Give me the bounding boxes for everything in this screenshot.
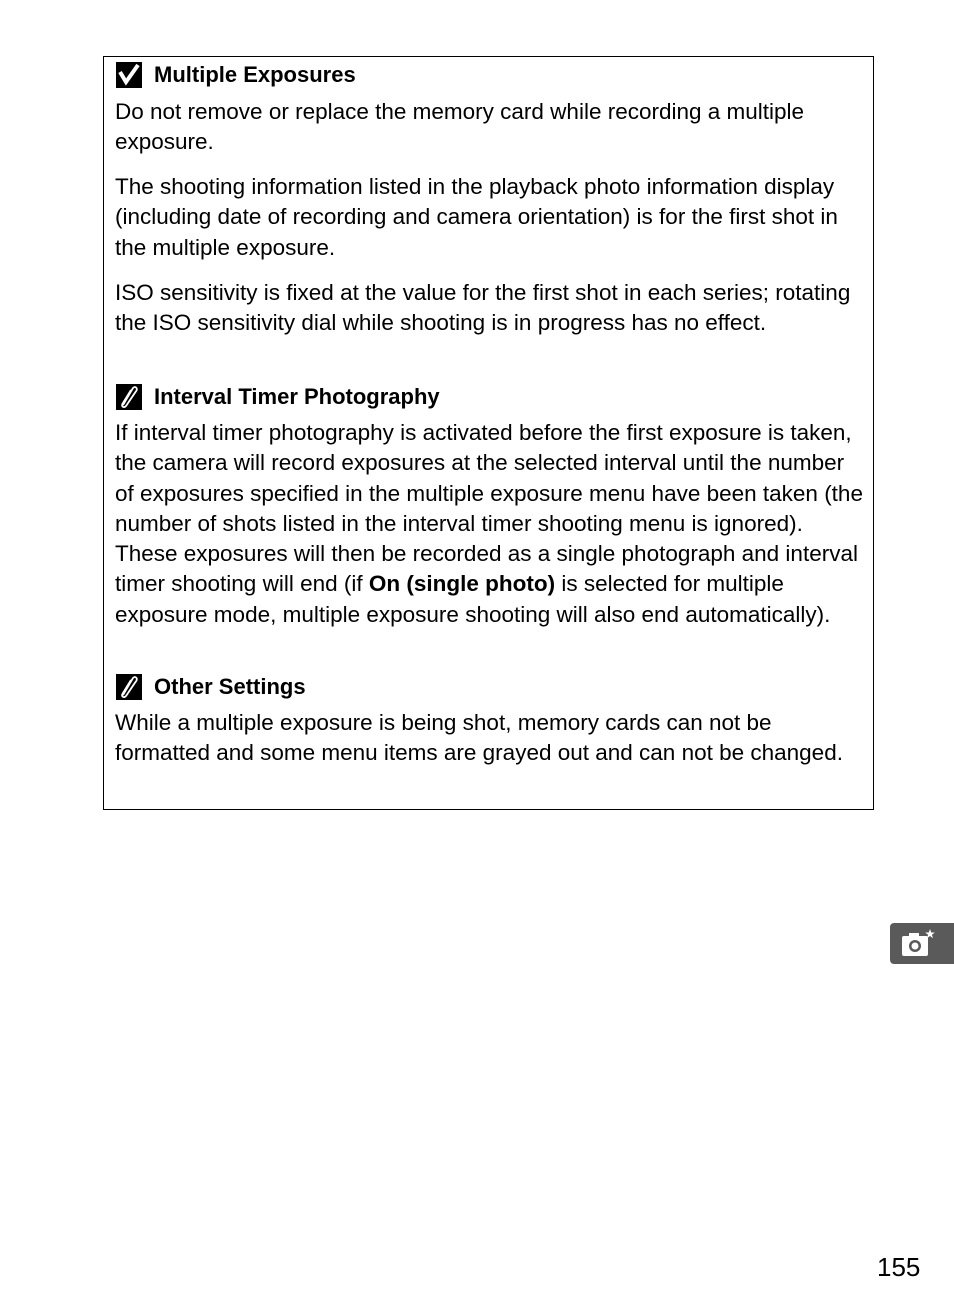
shooting-menu-tab <box>890 923 954 964</box>
paragraph: ISO sensitivity is fixed at the value for the first shot in each series; rotating the ISO sensitivity dial while shooting is in progress has no effect. <box>115 280 851 336</box>
pencil-note-icon <box>116 674 142 700</box>
section-header-other-settings <box>116 673 306 701</box>
paragraph-text: If interval timer photography is activated before the first exposure is taken, the camera will record exposures at the selected interval until the number of exposures specified in the multiple exposure menu have been taken (the number of shots listed in the interval timer shooting menu is ignored). These exposures will then be recorded as a single photograph and interval timer shooting will end (if <box>115 420 863 597</box>
paragraph: While a multiple exposure is being shot, memory cards can not be formatted and some menu items are grayed out and can not be changed. <box>115 710 843 766</box>
paragraph: The shooting information listed in the playback photo information display (including date of recording and camera orientation) is for the first shot in the multiple exposure. <box>115 174 838 260</box>
section-header-multiple-exposures <box>116 61 356 89</box>
section-title: Other Settings <box>154 674 306 699</box>
pencil-note-icon <box>116 384 142 410</box>
paragraph <box>115 418 867 630</box>
section-title: Multiple Exposures <box>154 62 356 87</box>
notes-box <box>103 56 874 810</box>
paragraph: Do not remove or replace the memory card while recording a multiple exposure. <box>115 99 805 155</box>
section-title: Interval Timer Photography <box>154 384 440 409</box>
checkmark-caution-icon <box>116 62 142 88</box>
page-number: 155 <box>877 1252 921 1282</box>
section-header-interval-timer <box>116 383 440 411</box>
paragraph-text: is selected for multiple exposure mode, multiple exposure shooting will also end automatically). <box>115 571 831 627</box>
shooting-menu-camera-icon <box>900 927 936 959</box>
menu-option-label: On (single photo) <box>368 571 556 597</box>
